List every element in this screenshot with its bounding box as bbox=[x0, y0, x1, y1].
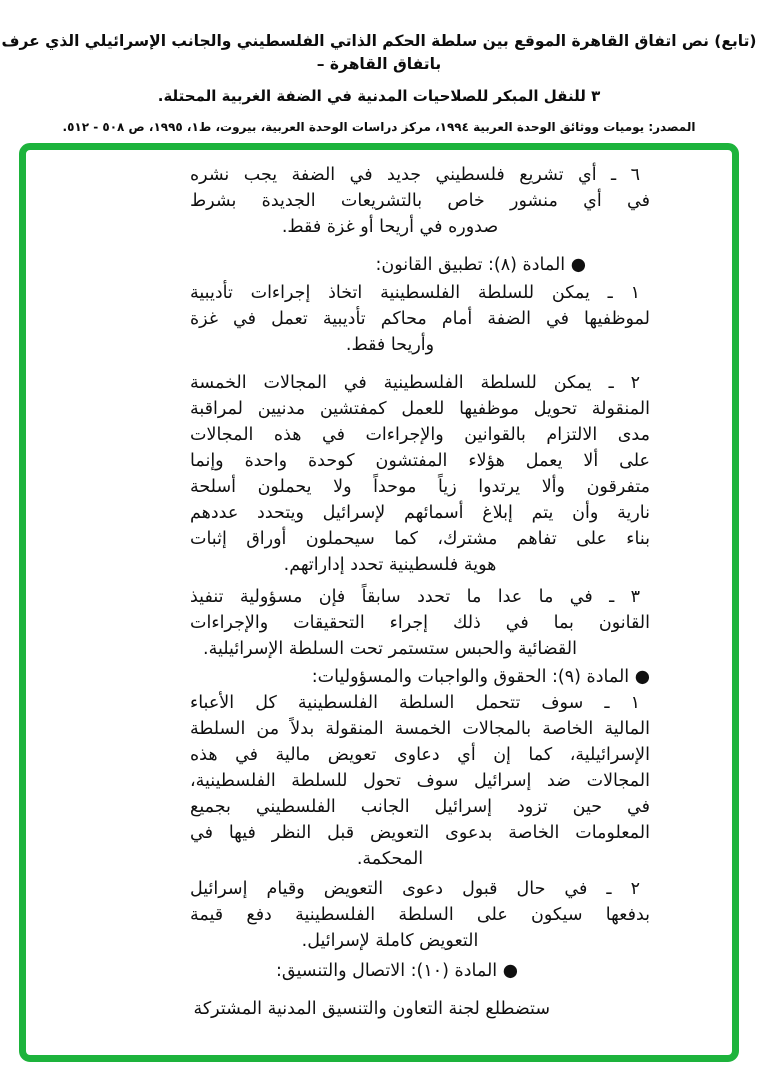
article-8-clause-2-line: هوية فلسطينية تحدد إداراتهم. bbox=[283, 555, 497, 575]
article-9-clause-1-line: الإسرائيلية، كما إن أي دعاوى تعويض مالية في هذه bbox=[190, 745, 650, 765]
article-8-clause-2 bbox=[190, 370, 650, 578]
article-9-clause-1 bbox=[190, 690, 650, 872]
article-8-clause-2-line: مدى الالتزام بالقوانين والإجراءات في هذه المجالات bbox=[190, 425, 650, 445]
clause-6 bbox=[190, 162, 650, 240]
article-9-clause-2-line: التعويض كاملة لإسرائيل. bbox=[301, 931, 479, 951]
header-title-line-2: ٣ للنقل المبكر للصلاحيات المدنية في الضفة الغربية المحتلة. bbox=[157, 87, 601, 105]
article-8-clause-2-line: على ألا يعمل هؤلاء المفتشون كوحدة واحدة وإنما bbox=[190, 451, 650, 471]
article-9-clause-1-line: المحكمة. bbox=[356, 849, 424, 869]
article-8-clause-3-line: القانون بما في ذلك إجراء التحقيقات والإجراءات bbox=[190, 613, 650, 633]
article-9-clause-1-line: في حين تزود إسرائيل الجانب الفلسطيني بجميع bbox=[190, 797, 650, 817]
article-8-heading bbox=[190, 252, 650, 278]
article-8-heading-line: ● المادة (٨): تطبيق القانون: bbox=[375, 255, 586, 275]
article-8-clause-3-line: القضائية والحبس ستستمر تحت السلطة الإسرائيلية. bbox=[203, 639, 577, 659]
article-8-clause-1-line: ١ ـ يمكن للسلطة الفلسطينية اتخاذ إجراءات تأديبية bbox=[190, 283, 640, 303]
clause-6-line: صدوره في أريحا أو غزة فقط. bbox=[281, 217, 499, 237]
article-9-clause-2-line: بدفعها سيكون على السلطة الفلسطينية دفع قيمة bbox=[190, 905, 650, 925]
article-9-heading bbox=[190, 664, 650, 690]
article-8-clause-1-line: وأريحا فقط. bbox=[345, 335, 435, 355]
article-9-heading-line: ● المادة (٩): الحقوق والواجبات والمسؤوليات: bbox=[311, 667, 650, 687]
document-frame bbox=[19, 143, 739, 1062]
article-8-clause-1 bbox=[190, 280, 650, 358]
article-9-clause-1-line: المعلومات الخاصة بدعوى التعويض قبل النظر فيها في bbox=[190, 823, 650, 843]
article-8-clause-2-line: متفرقون وألا يرتدوا زياً موحداً ولا يحملون أسلحة bbox=[190, 477, 650, 497]
article-10-opening-line-text: ستضطلع لجنة التعاون والتنسيق المدنية المشتركة bbox=[193, 999, 550, 1019]
article-10-heading bbox=[190, 958, 650, 984]
article-10-heading-line: ● المادة (١٠): الاتصال والتنسيق: bbox=[275, 961, 518, 981]
article-9-clause-1-line: ١ ـ سوف تتحمل السلطة الفلسطينية كل الأعباء bbox=[190, 693, 640, 713]
article-8-clause-3 bbox=[190, 584, 650, 662]
article-8-clause-2-line: ٢ ـ يمكن للسلطة الفلسطينية في المجالات الخمسة bbox=[190, 373, 640, 393]
clause-6-line: ٦ ـ أي تشريع فلسطيني جديد في الضفة يجب نشره bbox=[190, 165, 640, 185]
header-title-line-1: (تابع) نص اتفاق القاهرة الموقع بين سلطة الحكم الذاتي الفلسطيني والجانب الإسرائيلي الذي عرف باتفاق القاهرة – bbox=[1, 32, 757, 73]
clause-6-line: في أي منشور خاص بالتشريعات الجديدة بشرط bbox=[190, 191, 650, 211]
article-10-opening-line bbox=[190, 996, 650, 1022]
article-8-clause-2-line: بناء على تفاهم مشترك، كما سيحملون أوراق إثبات bbox=[190, 529, 650, 549]
article-8-clause-3-line: ٣ ـ في ما عدا ما تحدد سابقاً فإن مسؤولية تنفيذ bbox=[190, 587, 640, 607]
article-9-clause-1-line: المالية الخاصة بالمجالات الخمسة المنقولة بدلاً من السلطة bbox=[190, 719, 650, 739]
article-8-clause-1-line: لموظفيها في الضفة أمام محاكم تأديبية تعمل في غزة bbox=[190, 309, 650, 329]
article-8-clause-2-line: المنقولة تحويل موظفيها للعمل كمفتشين مدنيين لمراقبة bbox=[190, 399, 650, 419]
article-9-clause-2-line: ٢ ـ في حال قبول دعوى التعويض وقيام إسرائيل bbox=[190, 879, 640, 899]
article-8-clause-2-line: نارية وأن يتم إبلاغ أسمائهم لإسرائيل ويتحدد عددهم bbox=[190, 503, 650, 523]
header-source-line: المصدر: يوميات ووثائق الوحدة العربية ١٩٩٤، مركز دراسات الوحدة العربية، بيروت، ط١، ١٩٩٥، ص ٥٠٨ - ٥١٢. bbox=[62, 120, 696, 134]
article-9-clause-2 bbox=[190, 876, 650, 954]
document-header bbox=[0, 0, 758, 136]
article-9-clause-1-line: المجالات ضد إسرائيل سوف تحول للسلطة الفلسطينية، bbox=[190, 771, 650, 791]
